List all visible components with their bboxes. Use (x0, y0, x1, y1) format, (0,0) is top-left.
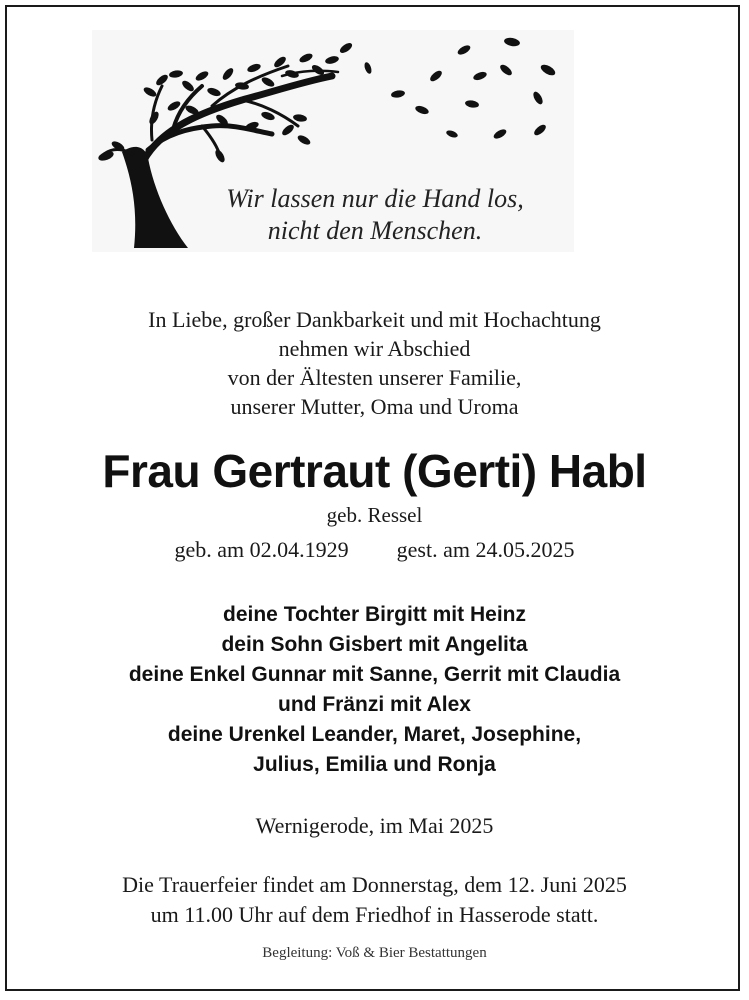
mourner-line: dein Sohn Gisbert mit Angelita (221, 633, 528, 656)
death-date: gest. am 24.05.2025 (396, 537, 575, 562)
mourner-line: deine Urenkel Leander, Maret, Josephine, (167, 723, 582, 746)
funeral-line: um 11.00 Uhr auf dem Friedhof in Hasserode statt. (150, 902, 599, 927)
intro-line: unserer Mutter, Oma und Uroma (230, 394, 519, 419)
undertaker-credit: Begleitung: Voß & Bier Bestattungen (262, 945, 487, 961)
funeral-info (0, 870, 749, 930)
mourner-line: und Fränzi mit Alex (278, 693, 471, 716)
mourners-list (0, 600, 749, 780)
place-date: Wernigerode, im Mai 2025 (255, 813, 494, 838)
intro-line: In Liebe, großer Dankbarkeit und mit Hochachtung (148, 307, 601, 332)
deceased-name: Frau Gertraut (Gerti) Habl (102, 445, 647, 497)
mourner-line: deine Tochter Birgitt mit Heinz (223, 603, 526, 626)
life-dates (0, 535, 749, 565)
motto-line: Wir lassen nur die Hand los, (226, 184, 524, 213)
intro-line: nehmen wir Abschied (278, 336, 471, 361)
maiden-name: geb. Ressel (326, 503, 423, 527)
mourner-line: deine Enkel Gunnar mit Sanne, Gerrit mit Claudia (128, 663, 621, 686)
birth-date: geb. am 02.04.1929 (174, 537, 349, 562)
motto-quote (185, 183, 565, 247)
intro-text (0, 305, 749, 421)
intro-line: von der Ältesten unserer Familie, (227, 365, 522, 390)
funeral-line: Die Trauerfeier findet am Donnerstag, dem 12. Juni 2025 (122, 872, 627, 897)
motto-line: nicht den Menschen. (267, 216, 483, 245)
mourner-line: Julius, Emilia und Ronja (253, 753, 496, 776)
